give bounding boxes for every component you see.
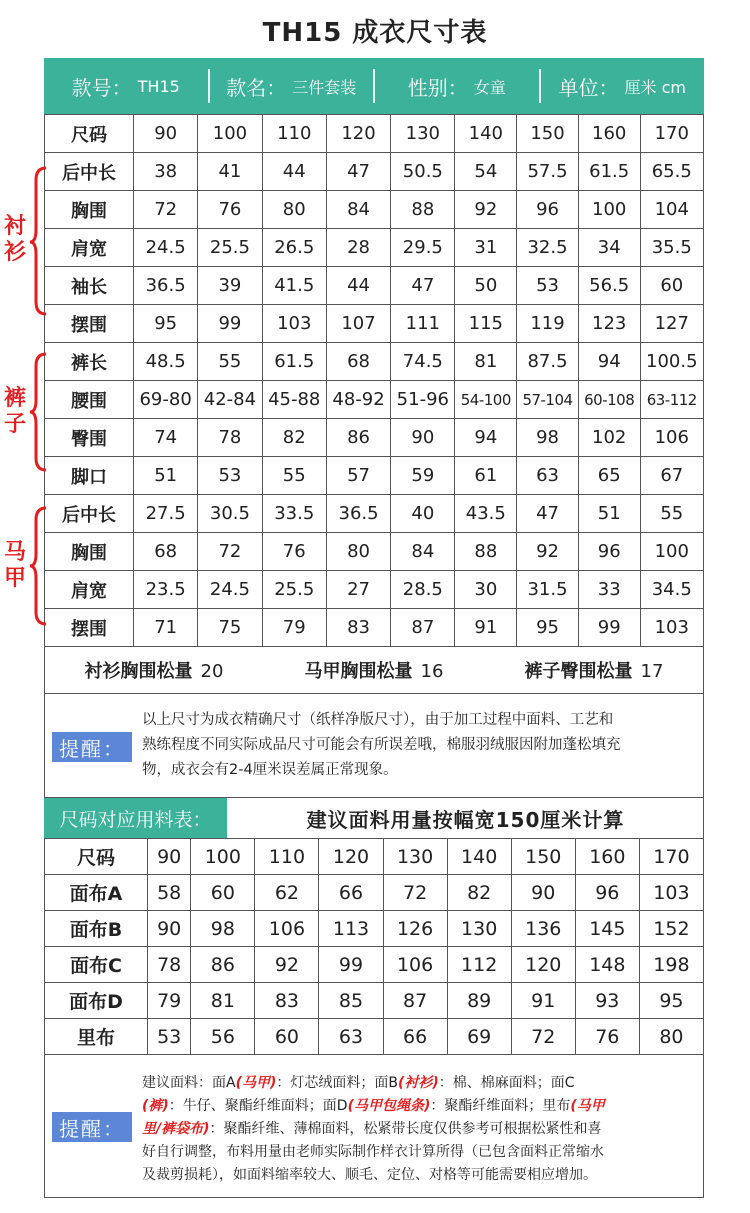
brace-vest: [30, 508, 46, 624]
reminder-text: [142, 708, 621, 783]
fabric-cell: 148: [575, 947, 639, 983]
measurement-cell: 54-100: [455, 381, 517, 419]
measurement-cell: 43.5: [455, 495, 517, 533]
row-label: 腰围: [45, 381, 134, 419]
measurement-cell: 24.5: [134, 229, 198, 267]
style-no-value: TH15: [137, 76, 180, 96]
size-header-cell: 120: [326, 115, 390, 153]
style-name-label: 款名：: [226, 75, 287, 100]
ease-label: 马甲胸围松量: [304, 660, 413, 682]
measurement-cell: 48.5: [134, 343, 198, 381]
measurement-cell: 100.5: [640, 343, 703, 381]
fabric-cell: 86: [191, 947, 255, 983]
size-header-cell: 150: [517, 115, 579, 153]
measurement-cell: 74: [134, 419, 198, 457]
measurement-cell: 88: [455, 533, 517, 571]
row-label: 裤长: [45, 343, 134, 381]
table-row: [45, 153, 704, 191]
reminder-line: [142, 1095, 605, 1118]
table-row: [45, 381, 704, 419]
measurement-cell: 50: [455, 267, 517, 305]
measurement-cell: 107: [326, 305, 390, 343]
text-seg-red: (衬衫): [397, 1075, 439, 1091]
fabric-cell: 92: [255, 947, 319, 983]
measurement-cell: 47: [517, 495, 579, 533]
fabric-cell: 98: [191, 911, 255, 947]
table-row: [45, 947, 704, 983]
reminder-tag: 提醒：: [52, 1112, 132, 1142]
brace-pants: [30, 354, 46, 470]
table-row: [45, 343, 704, 381]
fabric-cell: 66: [319, 875, 383, 911]
measurement-cell: 65.5: [640, 153, 703, 191]
measurement-cell: 33.5: [262, 495, 326, 533]
size-header-cell: 100: [198, 115, 262, 153]
row-label: 肩宽: [45, 571, 134, 609]
table-row: [45, 267, 704, 305]
size-header-cell: 110: [262, 115, 326, 153]
measurement-cell: 72: [134, 191, 198, 229]
measurement-cell: 44: [262, 153, 326, 191]
measurement-cell: 95: [517, 609, 579, 647]
ease-value: 16: [420, 660, 444, 682]
fabric-cell: 80: [639, 1019, 703, 1055]
fabric-cell: 145: [575, 911, 639, 947]
measurement-cell: 23.5: [134, 571, 198, 609]
size-header-cell: 170: [640, 115, 703, 153]
reminder-line: 熟练程度不同实际成品尺寸可能会有所误差哦，棉服羽绒服因附加蓬松填充: [142, 737, 621, 753]
fabric-cell: 72: [511, 1019, 575, 1055]
row-label: 摆围: [45, 305, 134, 343]
fabric-cell: 62: [255, 875, 319, 911]
measurement-cell: 56.5: [578, 267, 640, 305]
measurement-cell: 115: [455, 305, 517, 343]
gender-label: 性别：: [407, 75, 468, 100]
measurement-cell: 28.5: [391, 571, 455, 609]
row-label: 后中长: [45, 495, 134, 533]
row-label: 胸围: [45, 191, 134, 229]
measurement-cell: 44: [326, 267, 390, 305]
measurement-cell: 55: [640, 495, 703, 533]
measurement-cell: 38: [134, 153, 198, 191]
measurement-cell: 57: [326, 457, 390, 495]
measurement-cell: 25.5: [198, 229, 262, 267]
fabric-header-row: [45, 839, 704, 875]
fabric-band: [44, 798, 704, 838]
fabric-header-cell: 130: [383, 839, 447, 875]
measurement-cell: 80: [326, 533, 390, 571]
measurement-cell: 57.5: [517, 153, 579, 191]
text-seg: ：聚酯纤维、薄棉面料，松紧带长度仅供参考可根据松紧性和喜: [209, 1121, 602, 1137]
fabric-cell: 106: [383, 947, 447, 983]
style-no-label: 款号：: [71, 75, 132, 100]
measurement-cell: 94: [455, 419, 517, 457]
measurement-cell: 68: [326, 343, 390, 381]
measurement-cell: 60-108: [578, 381, 640, 419]
table-row: [45, 305, 704, 343]
table-row: [45, 911, 704, 947]
text-seg: ：灯芯绒面料；面B: [276, 1075, 398, 1091]
fabric-cell: 113: [319, 911, 383, 947]
fabric-header-label: 尺码: [45, 839, 148, 875]
fabric-cell: 130: [447, 911, 511, 947]
row-label: 面布C: [45, 947, 148, 983]
table-row: [45, 609, 704, 647]
reminder-line: 物，成衣会有2-4厘米误差属正常现象。: [142, 762, 398, 778]
measurement-cell: 30: [455, 571, 517, 609]
measurement-cell: 55: [198, 343, 262, 381]
group-braces: [28, 160, 50, 640]
measurement-cell: 72: [198, 533, 262, 571]
table-row: [45, 571, 704, 609]
fabric-header-cell: 160: [575, 839, 639, 875]
measurement-cell: 69-80: [134, 381, 198, 419]
reminder-text: [142, 1072, 605, 1187]
fabric-cell: 152: [639, 911, 703, 947]
text-seg-red: (马甲: [570, 1098, 605, 1114]
measurement-cell: 36.5: [134, 267, 198, 305]
size-header-cell: 160: [578, 115, 640, 153]
measurement-cell: 48-92: [326, 381, 390, 419]
row-label: 脚口: [45, 457, 134, 495]
measurement-cell: 123: [578, 305, 640, 343]
measurement-cell: 40: [391, 495, 455, 533]
measurement-cell: 78: [198, 419, 262, 457]
text-seg: 建议面料：面A: [142, 1075, 236, 1091]
row-label: 臀围: [45, 419, 134, 457]
fabric-cell: 82: [447, 875, 511, 911]
fabric-cell: 112: [447, 947, 511, 983]
unit-label: 单位：: [558, 75, 619, 100]
text-seg-red: (裤): [142, 1098, 169, 1114]
fabric-band-text: 建议面料用量按幅宽150厘米计算: [306, 807, 625, 832]
fabric-cell: 56: [191, 1019, 255, 1055]
size-header-cell: 90: [134, 115, 198, 153]
table-row: [45, 191, 704, 229]
fabric-header-cell: 90: [148, 839, 191, 875]
measurement-cell: 63-112: [640, 381, 703, 419]
measurement-cell: 88: [391, 191, 455, 229]
size-header-row: [45, 115, 704, 153]
measurement-cell: 84: [326, 191, 390, 229]
group-label-text: 衬衫: [3, 214, 26, 265]
reminder-line: 好自行调整，布料用量由老师实际制作样衣计算所得（已包含面料正常缩水: [142, 1144, 604, 1160]
row-label: 袖长: [45, 267, 134, 305]
row-label: 后中长: [45, 153, 134, 191]
measurement-cell: 32.5: [517, 229, 579, 267]
measurement-cell: 60: [640, 267, 703, 305]
fabric-band-tag: 尺码对应用料表：: [44, 798, 227, 838]
row-label: 摆围: [45, 609, 134, 647]
measurement-cell: 100: [640, 533, 703, 571]
measurement-cell: 39: [198, 267, 262, 305]
measurement-cell: 61.5: [262, 343, 326, 381]
table-row: [45, 457, 704, 495]
measurement-cell: 75: [198, 609, 262, 647]
measurement-cell: 90: [391, 419, 455, 457]
row-label: 里布: [45, 1019, 148, 1055]
measurement-cell: 65: [578, 457, 640, 495]
reminder-line: 以上尺寸为成衣精确尺寸（纸样净版尺寸），由于加工过程中面料、工艺和: [142, 712, 614, 728]
fabric-header-cell: 110: [255, 839, 319, 875]
table-row: [45, 533, 704, 571]
measurement-cell: 63: [517, 457, 579, 495]
fabric-cell: 63: [319, 1019, 383, 1055]
measurement-cell: 47: [326, 153, 390, 191]
fabric-cell: 136: [511, 911, 575, 947]
measurement-cell: 87.5: [517, 343, 579, 381]
fabric-cell: 93: [575, 983, 639, 1019]
measurement-cell: 111: [391, 305, 455, 343]
measurement-cell: 51: [578, 495, 640, 533]
text-seg-red: (马甲): [235, 1075, 277, 1091]
measurement-cell: 67: [640, 457, 703, 495]
measurement-cell: 92: [517, 533, 579, 571]
measurement-cell: 45-88: [262, 381, 326, 419]
fabric-cell: 79: [148, 983, 191, 1019]
fabric-cell: 72: [383, 875, 447, 911]
text-seg: ：牛仔、聚酯纤维面料；面D: [168, 1098, 348, 1114]
measurement-cell: 91: [455, 609, 517, 647]
style-no: [44, 72, 208, 101]
text-seg-red: (马甲包绳条): [347, 1098, 431, 1114]
group-label-vest: [2, 540, 28, 592]
fabric-cell: 96: [575, 875, 639, 911]
reminder-note: [44, 694, 704, 798]
fabric-cell: 106: [255, 911, 319, 947]
measurement-cell: 92: [455, 191, 517, 229]
ease-label: 裤子臀围松量: [524, 660, 633, 682]
fabric-cell: 76: [575, 1019, 639, 1055]
table-row: [45, 229, 704, 267]
measurement-cell: 53: [198, 457, 262, 495]
table-row: [45, 495, 704, 533]
fabric-cell: 78: [148, 947, 191, 983]
reminder-line: [142, 1118, 605, 1141]
fabric-header-cell: 150: [511, 839, 575, 875]
reminder-line: 及裁剪损耗），如面料缩率较大、顺毛、定位、对格等可能需要相应增加。: [142, 1167, 597, 1183]
measurement-cell: 94: [578, 343, 640, 381]
fabric-cell: 83: [255, 983, 319, 1019]
gender-value: 女童: [473, 77, 506, 97]
measurement-cell: 76: [198, 191, 262, 229]
group-label-shirt: [2, 214, 28, 266]
fabric-cell: 198: [639, 947, 703, 983]
style-name: [210, 72, 374, 101]
measurement-cell: 36.5: [326, 495, 390, 533]
fabric-cell: 87: [383, 983, 447, 1019]
group-label-text: 裤子: [3, 386, 26, 437]
table-row: [45, 419, 704, 457]
fabric-cell: 126: [383, 911, 447, 947]
measurement-cell: 103: [262, 305, 326, 343]
measurement-cell: 55: [262, 457, 326, 495]
table-row: [45, 1019, 704, 1055]
style-name-value: 三件套装: [292, 77, 357, 97]
measurement-cell: 51: [134, 457, 198, 495]
measurement-cell: 59: [391, 457, 455, 495]
fabric-cell: 89: [447, 983, 511, 1019]
measurement-cell: 29.5: [391, 229, 455, 267]
table-row: [45, 875, 704, 911]
measurement-cell: 25.5: [262, 571, 326, 609]
measurement-cell: 42-84: [198, 381, 262, 419]
measurement-cell: 28: [326, 229, 390, 267]
measurement-cell: 81: [455, 343, 517, 381]
page-title: TH15 成衣尺寸表: [262, 18, 488, 48]
ease-row: [44, 646, 704, 694]
fabric-header-cell: 100: [191, 839, 255, 875]
fabric-cell: 90: [511, 875, 575, 911]
reminder-tag: 提醒：: [52, 732, 132, 762]
size-header-cell: 130: [391, 115, 455, 153]
text-seg: ：棉、棉麻面料；面C: [438, 1075, 575, 1091]
measurement-cell: 41.5: [262, 267, 326, 305]
measurement-cell: 24.5: [198, 571, 262, 609]
size-header-cell: 140: [455, 115, 517, 153]
measurement-cell: 96: [578, 533, 640, 571]
group-label-text: 马甲: [3, 540, 26, 591]
measurement-cell: 96: [517, 191, 579, 229]
measurement-cell: 51-96: [391, 381, 455, 419]
measurement-cell: 68: [134, 533, 198, 571]
row-label: 胸围: [45, 533, 134, 571]
measurement-cell: 35.5: [640, 229, 703, 267]
measurement-cell: 127: [640, 305, 703, 343]
measurement-cell: 86: [326, 419, 390, 457]
ease-item: [305, 657, 444, 683]
measurement-cell: 106: [640, 419, 703, 457]
size-table: [44, 114, 704, 647]
measurement-cell: 31: [455, 229, 517, 267]
measurement-cell: 119: [517, 305, 579, 343]
fabric-reminder: [44, 1056, 704, 1198]
fabric-cell: 120: [511, 947, 575, 983]
measurement-cell: 33: [578, 571, 640, 609]
measurement-cell: 26.5: [262, 229, 326, 267]
measurement-cell: 57-104: [517, 381, 579, 419]
measurement-cell: 71: [134, 609, 198, 647]
measurement-cell: 31.5: [517, 571, 579, 609]
measurement-cell: 102: [578, 419, 640, 457]
text-seg: ：聚酯纤维面料；里布: [430, 1098, 571, 1114]
fabric-cell: 53: [148, 1019, 191, 1055]
row-label: 面布D: [45, 983, 148, 1019]
fabric-cell: 85: [319, 983, 383, 1019]
fabric-cell: 103: [639, 875, 703, 911]
fabric-cell: 90: [148, 911, 191, 947]
measurement-cell: 54: [455, 153, 517, 191]
row-label: 面布B: [45, 911, 148, 947]
measurement-cell: 79: [262, 609, 326, 647]
fabric-cell: 60: [255, 1019, 319, 1055]
measurement-cell: 76: [262, 533, 326, 571]
measurement-cell: 87: [391, 609, 455, 647]
measurement-cell: 95: [134, 305, 198, 343]
fabric-cell: 69: [447, 1019, 511, 1055]
gender: [375, 72, 539, 101]
measurement-cell: 30.5: [198, 495, 262, 533]
measurement-cell: 27.5: [134, 495, 198, 533]
measurement-cell: 103: [640, 609, 703, 647]
measurement-cell: 98: [517, 419, 579, 457]
fabric-header-cell: 140: [447, 839, 511, 875]
fabric-cell: 60: [191, 875, 255, 911]
row-label: 肩宽: [45, 229, 134, 267]
measurement-cell: 104: [640, 191, 703, 229]
size-header-label: 尺码: [45, 115, 134, 153]
measurement-cell: 34.5: [640, 571, 703, 609]
fabric-header-cell: 170: [639, 839, 703, 875]
measurement-cell: 50.5: [391, 153, 455, 191]
measurement-cell: 53: [517, 267, 579, 305]
measurement-cell: 27: [326, 571, 390, 609]
ease-item: [525, 657, 664, 683]
fabric-cell: 66: [383, 1019, 447, 1055]
fabric-cell: 99: [319, 947, 383, 983]
unit-value: 厘米 cm: [624, 77, 686, 97]
fabric-table: [44, 838, 704, 1055]
group-label-pants: [2, 386, 28, 438]
ease-value: 20: [200, 660, 224, 682]
ease-item: [85, 657, 224, 683]
ease-label: 衬衫胸围松量: [84, 660, 193, 682]
unit: [541, 72, 705, 101]
fabric-cell: 91: [511, 983, 575, 1019]
fabric-cell: 58: [148, 875, 191, 911]
measurement-cell: 84: [391, 533, 455, 571]
header-bar: [44, 58, 704, 114]
measurement-cell: 83: [326, 609, 390, 647]
fabric-header-cell: 120: [319, 839, 383, 875]
measurement-cell: 100: [578, 191, 640, 229]
ease-value: 17: [640, 660, 664, 682]
fabric-cell: 81: [191, 983, 255, 1019]
measurement-cell: 99: [198, 305, 262, 343]
measurement-cell: 34: [578, 229, 640, 267]
measurement-cell: 61: [455, 457, 517, 495]
row-label: 面布A: [45, 875, 148, 911]
reminder-line: [142, 1072, 605, 1095]
brace-shirt: [30, 168, 46, 314]
measurement-cell: 99: [578, 609, 640, 647]
table-row: [45, 983, 704, 1019]
text-seg-red: 里/裤袋布): [142, 1121, 210, 1137]
fabric-cell: 95: [639, 983, 703, 1019]
measurement-cell: 61.5: [578, 153, 640, 191]
measurement-cell: 82: [262, 419, 326, 457]
measurement-cell: 74.5: [391, 343, 455, 381]
measurement-cell: 80: [262, 191, 326, 229]
measurement-cell: 41: [198, 153, 262, 191]
measurement-cell: 47: [391, 267, 455, 305]
